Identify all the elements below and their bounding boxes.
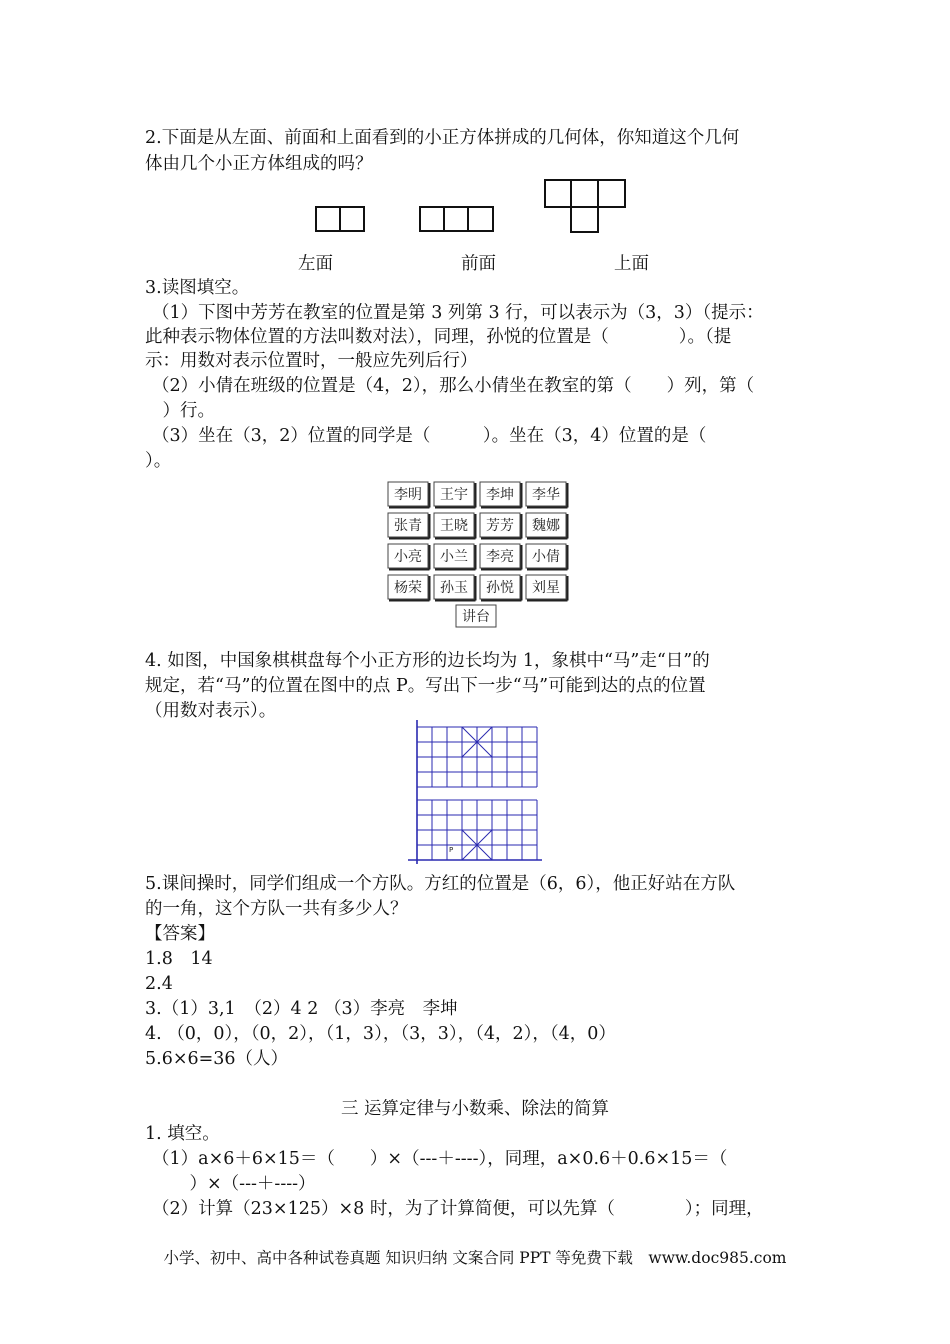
seat-cell (388, 513, 430, 539)
seat-name: 小兰 (440, 549, 468, 565)
answers-heading: 【答案】 (145, 924, 215, 944)
left-view-square-1 (316, 207, 340, 231)
left-view-label: 左面 (298, 254, 333, 274)
seat-name: 李明 (394, 487, 422, 503)
seat-cell (480, 513, 522, 539)
seat-cell (526, 513, 568, 539)
point-p-label: P (449, 846, 454, 854)
seat-name: 魏娜 (532, 518, 560, 534)
top-view-square-2 (571, 180, 598, 207)
seat-cell (434, 482, 476, 508)
q3-p1-line2: 此种表示物体位置的方法叫数对法），同理，孙悦的位置是（ ）。（提 (145, 327, 732, 347)
seat-cell (526, 544, 568, 570)
seat-name: 李亮 (486, 549, 514, 565)
answer-2: 2.4 (145, 974, 173, 994)
front-view-square-1 (420, 207, 444, 231)
seat-name: 芳芳 (486, 518, 514, 534)
top-view-label: 上面 (614, 254, 649, 274)
top-view-square-3 (598, 180, 625, 207)
seat-cell (388, 575, 430, 601)
answer-5: 5.6×6=36（人） (145, 1049, 289, 1069)
answer-4: 4. （0，0），（0，2），（1，3），（3，3），（4，2），（4，0） (145, 1024, 616, 1044)
q3-p3-line1: （3）坐在（3，2）位置的同学是（ ）。坐在（3，4）位置的是（ (152, 426, 707, 446)
answer-1: 1.8 14 (145, 949, 213, 969)
page-footer: 小学、初中、高中各种试卷真题 知识归纳 文案合同 PPT 等免费下载 www.doc985.com (163, 1249, 787, 1267)
seat-cell (526, 575, 568, 601)
q5-text-line2: 的一角，这个方队一共有多少人？ (145, 899, 408, 919)
q3-p2-line2: ）行。 (145, 401, 215, 421)
q3-title: 3.读图填空。 (145, 278, 250, 298)
section-q1-p1-line1: （1）a×6＋6×15＝（ ）×（---＋----），同理，a×0.6＋0.6×15＝（ (152, 1149, 728, 1169)
seat-cell (388, 482, 430, 508)
q4-text-line1: 4. 如图，中国象棋棋盘每个小正方形的边长均为 1，象棋中“马”走“日”的 (145, 651, 710, 671)
q4-text-line3: （用数对表示）。 (145, 701, 277, 721)
classroom-seating-chart (382, 478, 572, 628)
cube-views-figure (0, 178, 950, 238)
chinese-chess-board (400, 718, 550, 868)
section-q1: 1. 填空。 (145, 1124, 220, 1144)
section-q1-p2-line1: （2）计算（23×125）×8 时，为了计算简便，可以先算（ ）；同理， (152, 1199, 764, 1219)
top-view-square-1 (545, 180, 571, 207)
seat-name: 孙悦 (486, 580, 514, 596)
podium-label: 讲台 (462, 609, 490, 625)
seat-name: 孙玉 (440, 580, 468, 596)
front-view-label: 前面 (461, 254, 496, 274)
seat-cell (480, 544, 522, 570)
q3-p2-line1: （2）小倩在班级的位置是（4，2），那么小倩坐在教室的第（ ）列，第（ (152, 376, 755, 396)
seat-cell (480, 575, 522, 601)
seat-name: 王晓 (440, 518, 468, 534)
seat-name: 小倩 (532, 549, 560, 565)
section-title: 三 运算定律与小数乘、除法的简算 (340, 1099, 610, 1119)
q3-p3-line2: ）。 (145, 451, 172, 471)
q2-text-line2: 体由几个小正方体组成的吗？ (145, 154, 373, 174)
left-view-square-2 (340, 207, 364, 231)
q3-p1-line1: （1）下图中芳芳在教室的位置是第 3 列第 3 行，可以表示为（3，3）（提示： (152, 303, 764, 323)
q3-p1-line3: 示：用数对表示位置时，一般应先列后行） (145, 351, 478, 371)
front-view-square-3 (468, 207, 493, 231)
seat-cell (434, 544, 476, 570)
seat-name: 李华 (532, 487, 560, 503)
seat-name: 王宇 (440, 487, 468, 503)
seat-cell (434, 513, 476, 539)
seat-name: 杨荣 (394, 580, 422, 596)
seat-cell (434, 575, 476, 601)
front-view-square-2 (444, 207, 468, 231)
seat-name: 小亮 (394, 549, 422, 565)
seat-cell (388, 544, 430, 570)
seat-name: 张青 (394, 518, 422, 534)
podium (456, 605, 496, 627)
top-view-square-4 (571, 207, 598, 232)
q2-text-line1: 2.下面是从左面、前面和上面看到的小正方体拼成的几何体，你知道这个几何 (145, 128, 740, 148)
seat-name: 刘星 (532, 580, 560, 596)
seat-cell (526, 482, 568, 508)
answer-3: 3.（1）3,1 （2）4 2 （3）李亮 李坤 (145, 999, 458, 1019)
q4-text-line2: 规定，若“马”的位置在图中的点 P。写出下一步“马”可能到达的点的位置 (145, 676, 706, 696)
q5-text-line1: 5.课间操时，同学们组成一个方队。方红的位置是（6，6），他正好站在方队 (145, 874, 736, 894)
seat-name: 李坤 (486, 487, 514, 503)
seat-cell (480, 482, 522, 508)
section-q1-p1-line2: ）×（---＋----） (172, 1174, 316, 1194)
